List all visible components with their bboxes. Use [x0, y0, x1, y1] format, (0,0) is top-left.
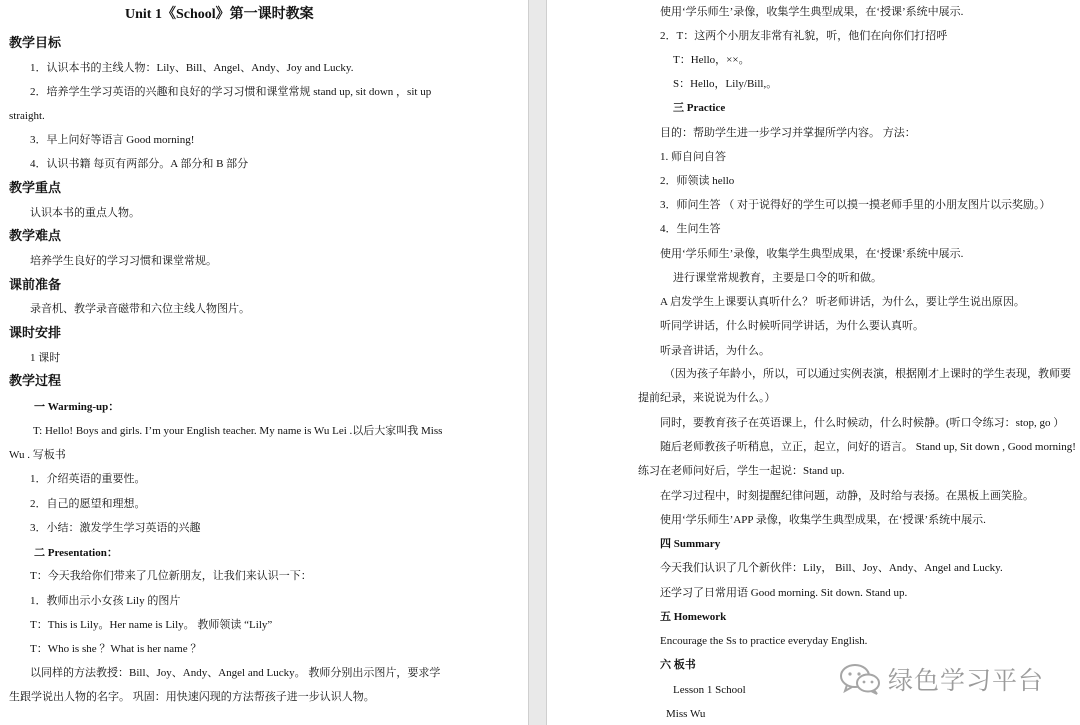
- section-heading-key-points: 教学重点: [9, 180, 62, 195]
- right-line-1: 使用‘学乐师生’录像，收集学生典型成果，在‘授课’系统中展示.: [660, 6, 964, 18]
- right-line-9: 3．师问生答 （ 对于说得好的学生可以摸一摸老师手里的小朋友图片以示奖励。）: [660, 199, 1051, 211]
- right-line-25: Encourage the Ss to practice everyday English.: [660, 635, 868, 647]
- right-line-2: 2．T：这两个小朋友非常有礼貌，听，他们在向你们打招呼: [660, 30, 948, 42]
- practice-heading: 三 Practice: [673, 102, 726, 114]
- difficulties-text: 培养学生良好的学习习惯和课堂常规。: [30, 255, 217, 267]
- schedule-text: 1 课时: [30, 352, 61, 364]
- presentation-line-1: T：今天我给你们带来了几位新朋友，让我们来认识一下：: [30, 570, 312, 582]
- key-points-text: 认识本书的重点人物。: [30, 207, 140, 219]
- presentation-line-3: T：This is Lily。Her name is Lily。 教师领读 “Lily”: [30, 619, 273, 631]
- right-line-28: Miss Wu: [666, 708, 706, 720]
- section-heading-goals: 教学目标: [9, 35, 62, 50]
- goal-item-4: 4．认识书籍 每页有两部分。A 部分和 B 部分: [30, 158, 249, 170]
- section-heading-process: 教学过程: [9, 373, 62, 388]
- process-item-1: 1．介绍英语的重要性。: [30, 473, 146, 485]
- right-line-15: 听录音讲话，为什么。: [660, 345, 770, 357]
- right-line-19: 在学习过程中，时刻提醒纪律问题，动静，及时给与表扬。在黑板上画笑脸。: [660, 490, 1034, 502]
- right-line-6: 目的：帮助学生进一步学习并掌握所学内容。 方法：: [660, 127, 916, 139]
- right-line-14: 听同学讲话，什么时候听同学讲话，为什么要认真听。: [660, 320, 924, 332]
- doc-title: Unit 1《School》第一课时教案: [125, 7, 314, 22]
- right-line-18: 随后老师教孩子听稍息，立正，起立，问好的语言。 Stand up, Sit down , Good morning!练习在老师问好后，学生一起说：Stand up.: [638, 441, 1076, 477]
- goal-item-1: 1．认识本书的主线人物：Lily、Bill、Angel、Andy、Joy and Lucky.: [30, 62, 354, 74]
- right-line-12: 进行课堂常规教育，主要是口令的听和做。: [673, 272, 882, 284]
- right-line-22: 今天我们认识了几个新伙伴：Lily， Bill、Joy、Andy、Angel and Lucky.: [660, 562, 1003, 574]
- warming-up-heading: 一 Warming-up：: [34, 401, 120, 413]
- right-line-3: T：Hello，××。: [673, 54, 750, 66]
- process-item-2: 2．自己的愿望和理想。: [30, 498, 146, 510]
- right-line-4: S：Hello，Lily/Bill,。: [673, 78, 778, 90]
- right-line-11: 使用‘学乐师生’录像，收集学生典型成果，在‘授课’系统中展示.: [660, 248, 964, 260]
- goal-item-3: 3．早上问好等语言 Good morning!: [30, 134, 195, 146]
- goal-item-2: 2．培养学生学习英语的兴趣和良好的学习习惯和课堂常规 stand up, sit down ，sit up straight.: [9, 86, 432, 122]
- watermark-text: 绿色学习平台: [888, 666, 1045, 695]
- presentation-line-2: 1．教师出示小女孩 Lily 的图片: [30, 595, 181, 607]
- right-line-17: 同时，要教育孩子在英语课上，什么时候动，什么时候静。(听口令练习：stop, go ）: [660, 417, 1065, 429]
- right-line-10: 4．生问生答: [660, 223, 721, 235]
- homework-heading: 五 Homework: [660, 611, 727, 623]
- right-line-16: （因为孩子年龄小，所以，可以通过实例表演，根据刚才上课时的学生表现，教师要提前纪录，来说说为什么。）: [638, 368, 1071, 404]
- watermark: [838, 659, 1044, 699]
- section-heading-preparation: 课前准备: [9, 277, 62, 292]
- right-line-20: 使用‘学乐师生’APP 录像，收集学生典型成果，在‘授课’系统中展示.: [660, 514, 986, 526]
- summary-heading: 四 Summary: [660, 538, 721, 550]
- right-line-8: 2．师领读 hello: [660, 175, 735, 187]
- page-gutter: [528, 0, 547, 725]
- teacher-intro-text: T: Hello! Boys and girls. I’m your English teacher. My name is Wu Lei .以后大家叫我 Miss Wu . 写板书: [9, 425, 443, 461]
- right-line-23: 还学习了日常用语 Good morning. Sit down. Stand up.: [660, 587, 908, 599]
- left-page: [0, 0, 528, 725]
- right-page: [547, 0, 1080, 725]
- right-line-27: Lesson 1 School: [673, 684, 746, 696]
- section-heading-schedule: 课时安排: [9, 325, 62, 340]
- process-item-3: 3．小结：激发学生学习英语的兴趣: [30, 522, 201, 534]
- section-heading-difficulties: 教学难点: [9, 228, 62, 243]
- preparation-text: 录音机、教学录音磁带和六位主线人物图片。: [30, 303, 250, 315]
- right-line-13: A 启发学生上课要认真听什么？ 听老师讲话，为什么，要让学生说出原因。: [660, 296, 1025, 308]
- blackboard-heading: 六 板书: [660, 659, 696, 671]
- presentation-heading: 二 Presentation：: [34, 547, 118, 559]
- presentation-line-4: T：Who is she ？What is her name ？: [30, 643, 202, 655]
- wechat-icon: [838, 662, 882, 696]
- right-line-7: 1. 师自问自答: [660, 151, 726, 163]
- presentation-line-5: 以同样的方法教授：Bill、Joy、Andy、Angel and Lucky。 教师分别出示图片，要求学生跟学说出人物的名字。 巩固：用快速闪现的方法帮孩子进一步认识人物。: [9, 667, 441, 703]
